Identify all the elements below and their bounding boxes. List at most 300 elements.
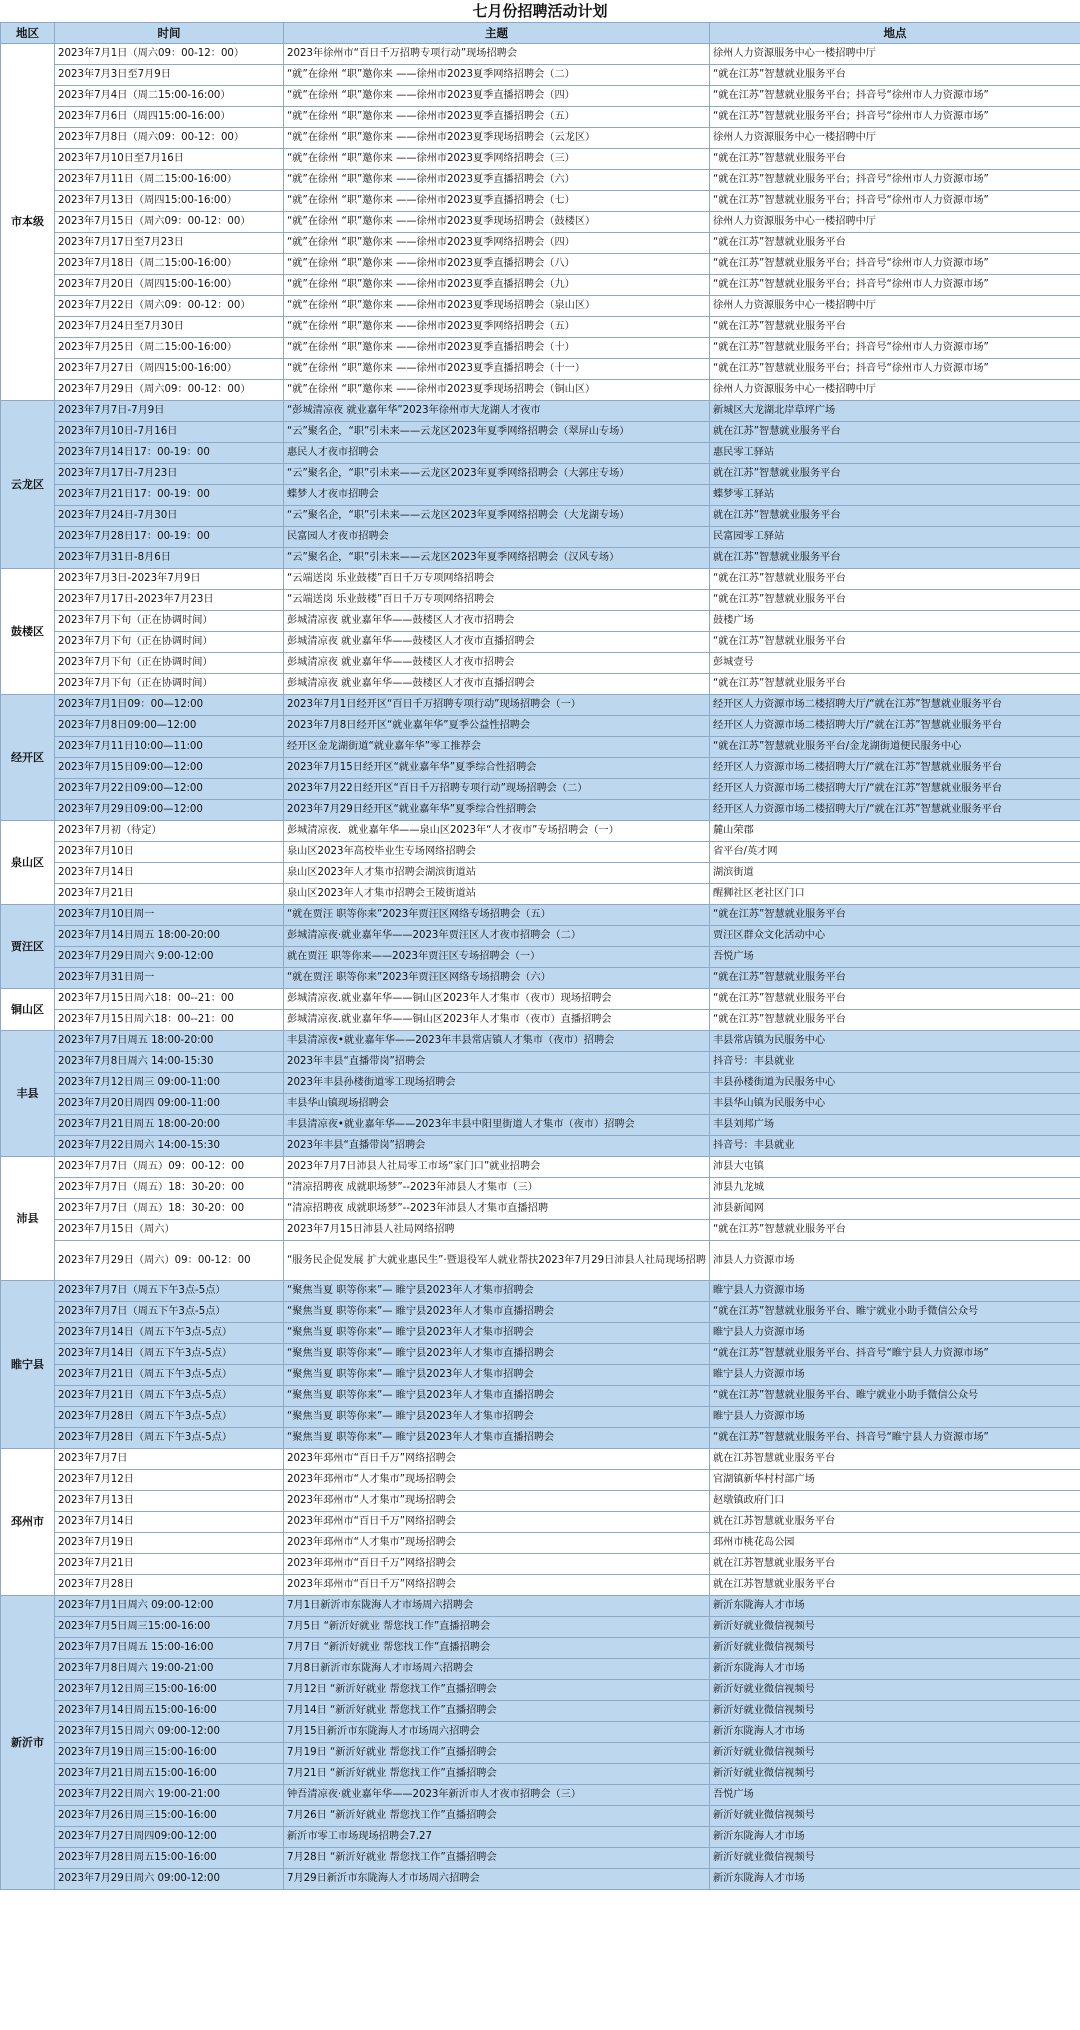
table-row	[1, 1659, 1080, 1680]
theme-cell: 2023年7月29日经开区“就业嘉年华”夏季综合性招聘会	[284, 800, 710, 821]
table-row	[1, 1302, 1080, 1323]
time-cell: 2023年7月28日周五15:00-16:00	[55, 1848, 284, 1869]
table-row	[1, 548, 1080, 569]
time-cell: 2023年7月28日17：00-19：00	[55, 527, 284, 548]
location-cell: 官湖镇新华村村部广场	[710, 1470, 1080, 1491]
time-cell: 2023年7月27日（周四15:00-16:00）	[55, 359, 284, 380]
time-cell: 2023年7月12日周三 09:00-11:00	[55, 1073, 284, 1094]
time-cell: 2023年7月18日（周二15:00-16:00）	[55, 254, 284, 275]
table-row	[1, 86, 1080, 107]
location-cell: 新沂好就业微信视频号	[710, 1806, 1080, 1827]
time-cell: 2023年7月12日	[55, 1470, 284, 1491]
region-cell: 新沂市	[1, 1596, 55, 1890]
time-cell: 2023年7月28日（周五下午3点-5点）	[55, 1407, 284, 1428]
theme-cell: “聚焦当夏 职等你来”— 睢宁县2023年人才集市直播招聘会	[284, 1386, 710, 1407]
theme-cell: 丰县华山镇现场招聘会	[284, 1094, 710, 1115]
location-cell: 睢宁县人力资源市场	[710, 1281, 1080, 1302]
table-row	[1, 1136, 1080, 1157]
time-cell: 2023年7月31日-8月6日	[55, 548, 284, 569]
time-cell: 2023年7月10日至7月16日	[55, 149, 284, 170]
location-cell: “就在江苏”智慧就业服务平台	[710, 1010, 1080, 1031]
time-cell: 2023年7月6日（周四15:00-16:00）	[55, 107, 284, 128]
table-row	[1, 1785, 1080, 1806]
location-cell: “就在江苏”智慧就业服务平台	[710, 65, 1080, 86]
location-cell: 吾悦广场	[710, 947, 1080, 968]
time-cell: 2023年7月7日（周五）18：30-20：00	[55, 1178, 284, 1199]
time-cell: 2023年7月下旬（正在协调时间）	[55, 611, 284, 632]
location-cell: 就在江苏智慧就业服务平台	[710, 1512, 1080, 1533]
time-cell: 2023年7月22日周六 14:00-15:30	[55, 1136, 284, 1157]
theme-cell: 彭城清凉夜 就业嘉年华——鼓楼区人才夜市招聘会	[284, 653, 710, 674]
theme-cell: 2023年邳州市“百日千万”网络招聘会	[284, 1575, 710, 1596]
theme-cell: 7月21日 “新沂好就业 帮您找工作”直播招聘会	[284, 1764, 710, 1785]
time-cell: 2023年7月1日09：00—12:00	[55, 695, 284, 716]
location-cell: 徐州人力资源服务中心一楼招聘中厅	[710, 296, 1080, 317]
region-cell: 鼓楼区	[1, 569, 55, 695]
time-cell: 2023年7月13日	[55, 1491, 284, 1512]
location-cell: “就在江苏”智慧就业服务平台、抖音号“睢宁县人力资源市场”	[710, 1428, 1080, 1449]
location-cell: “就在江苏”智慧就业服务平台	[710, 989, 1080, 1010]
theme-cell: 彭城清凉夜．就业嘉年华——泉山区2023年“人才夜市”专场招聘会（一）	[284, 821, 710, 842]
theme-cell: “就”在徐州 “职”邀你来 ——徐州市2023夏季网络招聘会（三）	[284, 149, 710, 170]
theme-cell: 2023年邳州市“百日千万”网络招聘会	[284, 1449, 710, 1470]
time-cell: 2023年7月1日周六 09:00-12:00	[55, 1596, 284, 1617]
time-cell: 2023年7月24日至7月30日	[55, 317, 284, 338]
location-cell: “就在江苏”智慧就业服务平台	[710, 569, 1080, 590]
theme-cell: “就在贾汪 职等你来”2023年贾汪区网络专场招聘会（六）	[284, 968, 710, 989]
table-row	[1, 653, 1080, 674]
time-cell: 2023年7月14日	[55, 1512, 284, 1533]
region-cell: 贾汪区	[1, 905, 55, 989]
location-cell: 徐州人力资源服务中心一楼招聘中厅	[710, 380, 1080, 401]
location-cell: 就在江苏智慧就业服务平台	[710, 1449, 1080, 1470]
table-row	[1, 821, 1080, 842]
table-row	[1, 1722, 1080, 1743]
theme-cell: 7月29日新沂市东陇海人才市场周六招聘会	[284, 1869, 710, 1890]
region-cell: 丰县	[1, 1031, 55, 1157]
table-row	[1, 338, 1080, 359]
location-cell: “就在江苏”智慧就业服务平台/金龙湖街道便民服务中心	[710, 737, 1080, 758]
theme-cell: 丰县清凉夜•就业嘉年华——2023年丰县常店镇人才集市（夜市）招聘会	[284, 1031, 710, 1052]
theme-cell: 彭城清凉夜.就业嘉年华——铜山区2023年人才集市（夜市）现场招聘会	[284, 989, 710, 1010]
table-row	[1, 1178, 1080, 1199]
theme-cell: “就”在徐州 “职”邀你来 ——徐州市2023夏季直播招聘会（四）	[284, 86, 710, 107]
location-cell: 就在江苏”智慧就业服务平台	[710, 464, 1080, 485]
table-row	[1, 1575, 1080, 1596]
theme-cell: 7月1日新沂市东陇海人才市场周六招聘会	[284, 1596, 710, 1617]
theme-cell: 2023年邳州市“人才集市”现场招聘会	[284, 1533, 710, 1554]
time-cell: 2023年7月7日-7月9日	[55, 401, 284, 422]
time-cell: 2023年7月15日09:00—12:00	[55, 758, 284, 779]
time-cell: 2023年7月28日	[55, 1575, 284, 1596]
location-cell: 新沂好就业微信视频号	[710, 1764, 1080, 1785]
region-cell: 云龙区	[1, 401, 55, 569]
location-cell: 彭城壹号	[710, 653, 1080, 674]
table-row	[1, 800, 1080, 821]
region-cell: 泉山区	[1, 821, 55, 905]
time-cell: 2023年7月8日周六 19:00-21:00	[55, 1659, 284, 1680]
time-cell: 2023年7月22日周六 19:00-21:00	[55, 1785, 284, 1806]
theme-cell: “聚焦当夏 职等你来”— 睢宁县2023年人才集市直播招聘会	[284, 1302, 710, 1323]
time-cell: 2023年7月24日-7月30日	[55, 506, 284, 527]
time-cell: 2023年7月14日17：00-19：00	[55, 443, 284, 464]
time-cell: 2023年7月25日（周二15:00-16:00）	[55, 338, 284, 359]
location-cell: 沛县人力资源市场	[710, 1241, 1080, 1281]
theme-cell: “就在贾汪 职等你来”2023年贾汪区网络专场招聘会（五）	[284, 905, 710, 926]
table-row	[1, 1241, 1080, 1281]
table-row	[1, 1344, 1080, 1365]
theme-cell: 2023年7月15日沛县人社局网络招聘	[284, 1220, 710, 1241]
theme-cell: 彭城清凉夜 就业嘉年华——鼓楼区人才夜市直播招聘会	[284, 674, 710, 695]
time-cell: 2023年7月29日09:00—12:00	[55, 800, 284, 821]
time-cell: 2023年7月22日（周六09：00-12：00）	[55, 296, 284, 317]
table-row	[1, 1199, 1080, 1220]
theme-cell: “就”在徐州 “职”邀你来 ——徐州市2023夏季网络招聘会（四）	[284, 233, 710, 254]
theme-cell: “云端送岗 乐业鼓楼”百日千万专项网络招聘会	[284, 569, 710, 590]
region-cell: 睢宁县	[1, 1281, 55, 1449]
table-row	[1, 1470, 1080, 1491]
time-cell: 2023年7月31日周一	[55, 968, 284, 989]
theme-cell: 彭城清凉夜 就业嘉年华——鼓楼区人才夜市招聘会	[284, 611, 710, 632]
location-cell: 赵墩镇政府门口	[710, 1491, 1080, 1512]
table-row	[1, 1491, 1080, 1512]
theme-cell: “就”在徐州 “职”邀你来 ——徐州市2023夏季直播招聘会（六）	[284, 170, 710, 191]
time-cell: 2023年7月21日周五 18:00-20:00	[55, 1115, 284, 1136]
table-row	[1, 1428, 1080, 1449]
location-cell: 经开区人力资源市场二楼招聘大厅/“就在江苏”智慧就业服务平台	[710, 758, 1080, 779]
location-cell: 就在江苏智慧就业服务平台	[710, 1554, 1080, 1575]
theme-cell: “就”在徐州 “职”邀你来 ——徐州市2023夏季直播招聘会（十一）	[284, 359, 710, 380]
theme-cell: “云”聚名企，“职”引未来——云龙区2023年夏季网络招聘会（汉风专场）	[284, 548, 710, 569]
table-row	[1, 149, 1080, 170]
theme-cell: “云端送岗 乐业鼓楼”百日千万专项网络招聘会	[284, 590, 710, 611]
header-time: 时间	[55, 23, 284, 44]
theme-cell: 民富园人才夜市招聘会	[284, 527, 710, 548]
theme-cell: 丰县清凉夜•就业嘉年华——2023年丰县中阳里街道人才集市（夜市）招聘会	[284, 1115, 710, 1136]
time-cell: 2023年7月17日-2023年7月23日	[55, 590, 284, 611]
table-row	[1, 1764, 1080, 1785]
location-cell: 邳州市桃花岛公园	[710, 1533, 1080, 1554]
location-cell: 丰县刘邦广场	[710, 1115, 1080, 1136]
location-cell: 醒狮社区老社区门口	[710, 884, 1080, 905]
time-cell: 2023年7月下旬（正在协调时间）	[55, 632, 284, 653]
table-row	[1, 989, 1080, 1010]
table-row	[1, 1386, 1080, 1407]
time-cell: 2023年7月下旬（正在协调时间）	[55, 653, 284, 674]
theme-cell: 就在贾汪 职等你来——2023年贾汪区专场招聘会（一）	[284, 947, 710, 968]
time-cell: 2023年7月7日周五 18:00-20:00	[55, 1031, 284, 1052]
region-cell: 市本级	[1, 44, 55, 401]
time-cell: 2023年7月14日周五 18:00-20:00	[55, 926, 284, 947]
theme-cell: “就”在徐州 “职”邀你来 ——徐州市2023夏季直播招聘会（十）	[284, 338, 710, 359]
table-row	[1, 611, 1080, 632]
location-cell: “就在江苏”智慧就业服务平台	[710, 590, 1080, 611]
time-cell: 2023年7月11日10:00—11:00	[55, 737, 284, 758]
table-row	[1, 1031, 1080, 1052]
table-row	[1, 1680, 1080, 1701]
table-row	[1, 422, 1080, 443]
time-cell: 2023年7月19日	[55, 1533, 284, 1554]
theme-cell: 彭城清凉夜.就业嘉年华——铜山区2023年人才集市（夜市）直播招聘会	[284, 1010, 710, 1031]
table-row	[1, 1806, 1080, 1827]
location-cell: “就在江苏”智慧就业服务平台；抖音号“徐州市人力资源市场”	[710, 191, 1080, 212]
time-cell: 2023年7月21日17：00-19：00	[55, 485, 284, 506]
location-cell: 新沂好就业微信视频号	[710, 1848, 1080, 1869]
theme-cell: “云”聚名企，“职”引未来——云龙区2023年夏季网络招聘会（翠屏山专场）	[284, 422, 710, 443]
time-cell: 2023年7月下旬（正在协调时间）	[55, 674, 284, 695]
theme-cell: 2023年邳州市“百日千万”网络招聘会	[284, 1554, 710, 1575]
table-row	[1, 1554, 1080, 1575]
theme-cell: “彭城清凉夜 就业嘉年华”2023年徐州市大龙湖人才夜市	[284, 401, 710, 422]
location-cell: 经开区人力资源市场二楼招聘大厅/“就在江苏”智慧就业服务平台	[710, 779, 1080, 800]
theme-cell: 泉山区2023年人才集市招聘会湖滨街道站	[284, 863, 710, 884]
location-cell: 徐州人力资源服务中心一楼招聘中厅	[710, 128, 1080, 149]
time-cell: 2023年7月7日（周五下午3点-5点）	[55, 1281, 284, 1302]
theme-cell: “就”在徐州 “职”邀你来 ——徐州市2023夏季直播招聘会（八）	[284, 254, 710, 275]
time-cell: 2023年7月1日（周六09：00-12：00）	[55, 44, 284, 65]
theme-cell: “就”在徐州 “职”邀你来 ——徐州市2023夏季现场招聘会（云龙区）	[284, 128, 710, 149]
location-cell: 新沂东陇海人才市场	[710, 1869, 1080, 1890]
table-row	[1, 926, 1080, 947]
table-row	[1, 1073, 1080, 1094]
time-cell: 2023年7月28日（周五下午3点-5点）	[55, 1428, 284, 1449]
location-cell: 新沂东陇海人才市场	[710, 1596, 1080, 1617]
location-cell: 睢宁县人力资源市场	[710, 1407, 1080, 1428]
location-cell: 就在江苏”智慧就业服务平台	[710, 506, 1080, 527]
location-cell: “就在江苏”智慧就业服务平台	[710, 632, 1080, 653]
table-row	[1, 65, 1080, 86]
theme-cell: 2023年7月15日经开区“就业嘉年华”夏季综合性招聘会	[284, 758, 710, 779]
table-row	[1, 1052, 1080, 1073]
theme-cell: 7月7日 “新沂好就业 帮您找工作”直播招聘会	[284, 1638, 710, 1659]
location-cell: 新沂好就业微信视频号	[710, 1701, 1080, 1722]
location-cell: 睢宁县人力资源市场	[710, 1365, 1080, 1386]
table-row	[1, 254, 1080, 275]
time-cell: 2023年7月13日（周四15:00-16:00）	[55, 191, 284, 212]
table-row	[1, 1365, 1080, 1386]
time-cell: 2023年7月15日周六18：00--21：00	[55, 989, 284, 1010]
time-cell: 2023年7月29日（周六09：00-12：00）	[55, 380, 284, 401]
location-cell: “就在江苏”智慧就业服务平台	[710, 1220, 1080, 1241]
location-cell: “就在江苏”智慧就业服务平台、睢宁就业小助手微信公众号	[710, 1302, 1080, 1323]
location-cell: “就在江苏”智慧就业服务平台；抖音号“徐州市人力资源市场”	[710, 254, 1080, 275]
location-cell: 新沂东陇海人才市场	[710, 1827, 1080, 1848]
table-row	[1, 884, 1080, 905]
location-cell: 沛县新闻网	[710, 1199, 1080, 1220]
table-row	[1, 485, 1080, 506]
time-cell: 2023年7月12日周三15:00-16:00	[55, 1680, 284, 1701]
time-cell: 2023年7月15日周六18：00--21：00	[55, 1010, 284, 1031]
table-row	[1, 443, 1080, 464]
region-cell: 邳州市	[1, 1449, 55, 1596]
theme-cell: “服务民企促发展 扩大就业惠民生”·暨退役军人就业帮扶2023年7月29日沛县人社局现场招聘	[284, 1241, 710, 1281]
theme-cell: “聚焦当夏 职等你来”— 睢宁县2023年人才集市直播招聘会	[284, 1344, 710, 1365]
theme-cell: 7月28日 “新沂好就业 帮您找工作”直播招聘会	[284, 1848, 710, 1869]
theme-cell: “就”在徐州 “职”邀你来 ——徐州市2023夏季网络招聘会（五）	[284, 317, 710, 338]
theme-cell: 2023年7月7日沛县人社局零工市场“家门口”就业招聘会	[284, 1157, 710, 1178]
location-cell: 新沂好就业微信视频号	[710, 1617, 1080, 1638]
theme-cell: “就”在徐州 “职”邀你来 ——徐州市2023夏季现场招聘会（泉山区）	[284, 296, 710, 317]
table-row	[1, 1617, 1080, 1638]
time-cell: 2023年7月3日-2023年7月9日	[55, 569, 284, 590]
table-row	[1, 401, 1080, 422]
time-cell: 2023年7月7日（周五下午3点-5点）	[55, 1302, 284, 1323]
location-cell: 经开区人力资源市场二楼招聘大厅/“就在江苏”智慧就业服务平台	[710, 716, 1080, 737]
time-cell: 2023年7月15日（周六09：00-12：00）	[55, 212, 284, 233]
location-cell: “就在江苏”智慧就业服务平台；抖音号“徐州市人力资源市场”	[710, 107, 1080, 128]
region-cell: 经开区	[1, 695, 55, 821]
theme-cell: “就”在徐州 “职”邀你来 ——徐州市2023夏季现场招聘会（铜山区）	[284, 380, 710, 401]
table-row	[1, 359, 1080, 380]
table-row	[1, 1848, 1080, 1869]
time-cell: 2023年7月14日	[55, 863, 284, 884]
location-cell: “就在江苏”智慧就业服务平台	[710, 674, 1080, 695]
location-cell: 新沂好就业微信视频号	[710, 1743, 1080, 1764]
theme-cell: “就”在徐州 “职”邀你来 ——徐州市2023夏季现场招聘会（鼓楼区）	[284, 212, 710, 233]
table-row	[1, 506, 1080, 527]
region-cell: 沛县	[1, 1157, 55, 1281]
theme-cell: “就”在徐州 “职”邀你来 ——徐州市2023夏季直播招聘会（九）	[284, 275, 710, 296]
location-cell: “就在江苏”智慧就业服务平台；抖音号“徐州市人力资源市场”	[710, 86, 1080, 107]
theme-cell: 2023年丰县孙楼街道零工现场招聘会	[284, 1073, 710, 1094]
theme-cell: “云”聚名企，“职”引未来——云龙区2023年夏季网络招聘会（大郭庄专场）	[284, 464, 710, 485]
location-cell: 就在江苏”智慧就业服务平台	[710, 422, 1080, 443]
document-title: 七月份招聘活动计划	[472, 2, 608, 20]
table-row	[1, 317, 1080, 338]
theme-cell: “就”在徐州 “职”邀你来 ——徐州市2023夏季直播招聘会（七）	[284, 191, 710, 212]
location-cell: 吾悦广场	[710, 1785, 1080, 1806]
location-cell: 湖滨街道	[710, 863, 1080, 884]
header-theme: 主题	[284, 23, 710, 44]
table-row	[1, 947, 1080, 968]
table-row	[1, 1407, 1080, 1428]
table-row	[1, 758, 1080, 779]
time-cell: 2023年7月29日（周六）09：00-12：00	[55, 1241, 284, 1281]
location-cell: “就在江苏”智慧就业服务平台	[710, 968, 1080, 989]
location-cell: 丰县孙楼街道为民服务中心	[710, 1073, 1080, 1094]
theme-cell: 2023年邳州市“人才集市”现场招聘会	[284, 1470, 710, 1491]
theme-cell: 2023年7月8日经开区“就业嘉年华”夏季公益性招聘会	[284, 716, 710, 737]
theme-cell: “聚焦当夏 职等你来”— 睢宁县2023年人才集市招聘会	[284, 1365, 710, 1386]
time-cell: 2023年7月29日周六 9:00-12:00	[55, 947, 284, 968]
theme-cell: 蝶梦人才夜市招聘会	[284, 485, 710, 506]
time-cell: 2023年7月21日周五15:00-16:00	[55, 1764, 284, 1785]
location-cell: “就在江苏”智慧就业服务平台；抖音号“徐州市人力资源市场”	[710, 338, 1080, 359]
location-cell: 麓山荣郡	[710, 821, 1080, 842]
table-row	[1, 1743, 1080, 1764]
theme-cell: “清凉招聘夜 成就职场梦”--2023年沛县人才集市直播招聘	[284, 1199, 710, 1220]
theme-cell: 惠民人才夜市招聘会	[284, 443, 710, 464]
table-row	[1, 212, 1080, 233]
table-row	[1, 1869, 1080, 1890]
theme-cell: 2023年徐州市“百日千万招聘专项行动”现场招聘会	[284, 44, 710, 65]
table-row	[1, 170, 1080, 191]
time-cell: 2023年7月7日	[55, 1449, 284, 1470]
table-header-row	[1, 23, 1080, 44]
table-row	[1, 1512, 1080, 1533]
time-cell: 2023年7月初（待定）	[55, 821, 284, 842]
location-cell: 就在江苏”智慧就业服务平台	[710, 548, 1080, 569]
time-cell: 2023年7月14日（周五下午3点-5点）	[55, 1344, 284, 1365]
table-row	[1, 1094, 1080, 1115]
table-row	[1, 1010, 1080, 1031]
table-row	[1, 779, 1080, 800]
theme-cell: 新沂市零工市场现场招聘会7.27	[284, 1827, 710, 1848]
location-cell: “就在江苏”智慧就业服务平台	[710, 905, 1080, 926]
table-row	[1, 464, 1080, 485]
location-cell: “就在江苏”智慧就业服务平台	[710, 317, 1080, 338]
location-cell: “就在江苏”智慧就业服务平台	[710, 233, 1080, 254]
time-cell: 2023年7月17日至7月23日	[55, 233, 284, 254]
table-row	[1, 1638, 1080, 1659]
theme-cell: “聚焦当夏 职等你来”— 睢宁县2023年人才集市招聘会	[284, 1407, 710, 1428]
table-row	[1, 527, 1080, 548]
table-row	[1, 1157, 1080, 1178]
time-cell: 2023年7月10日周一	[55, 905, 284, 926]
time-cell: 2023年7月3日至7月9日	[55, 65, 284, 86]
theme-cell: 7月15日新沂市东陇海人才市场周六招聘会	[284, 1722, 710, 1743]
header-location: 地点	[710, 23, 1080, 44]
theme-cell: “就”在徐州 “职”邀你来 ——徐州市2023夏季网络招聘会（二）	[284, 65, 710, 86]
location-cell: 经开区人力资源市场二楼招聘大厅/“就在江苏”智慧就业服务平台	[710, 695, 1080, 716]
table-row	[1, 695, 1080, 716]
table-row	[1, 128, 1080, 149]
theme-cell: 7月19日 “新沂好就业 帮您找工作”直播招聘会	[284, 1743, 710, 1764]
table-row	[1, 1115, 1080, 1136]
location-cell: “就在江苏”智慧就业服务平台；抖音号“徐州市人力资源市场”	[710, 275, 1080, 296]
location-cell: 民富园零工驿站	[710, 527, 1080, 548]
theme-cell: 7月26日 “新沂好就业 帮您找工作”直播招聘会	[284, 1806, 710, 1827]
location-cell: 鼓楼广场	[710, 611, 1080, 632]
table-row	[1, 233, 1080, 254]
time-cell: 2023年7月7日（周五）09：00-12：00	[55, 1157, 284, 1178]
table-row	[1, 1281, 1080, 1302]
time-cell: 2023年7月15日周六 09:00-12:00	[55, 1722, 284, 1743]
theme-cell: 经开区金龙湖街道“就业嘉年华”零工推荐会	[284, 737, 710, 758]
table-row	[1, 1449, 1080, 1470]
theme-cell: 泉山区2023年人才集市招聘会王陵街道站	[284, 884, 710, 905]
location-cell: 丰县华山镇为民服务中心	[710, 1094, 1080, 1115]
time-cell: 2023年7月21日	[55, 884, 284, 905]
theme-cell: 7月14日 “新沂好就业 帮您找工作”直播招聘会	[284, 1701, 710, 1722]
theme-cell: 彭城清凉夜·就业嘉年华——2023年贾汪区人才夜市招聘会（二）	[284, 926, 710, 947]
table-row	[1, 1533, 1080, 1554]
table-row	[1, 275, 1080, 296]
time-cell: 2023年7月8日（周六09：00-12：00）	[55, 128, 284, 149]
location-cell: 新沂好就业微信视频号	[710, 1680, 1080, 1701]
theme-cell: 2023年丰县“直播带岗”招聘会	[284, 1052, 710, 1073]
time-cell: 2023年7月5日周三15:00-16:00	[55, 1617, 284, 1638]
header-region: 地区	[1, 23, 55, 44]
location-cell: “就在江苏”智慧就业服务平台、抖音号“睢宁县人力资源市场”	[710, 1344, 1080, 1365]
time-cell: 2023年7月20日周四 09:00-11:00	[55, 1094, 284, 1115]
table-row	[1, 737, 1080, 758]
location-cell: 省平台/英才网	[710, 842, 1080, 863]
table-row	[1, 632, 1080, 653]
theme-cell: 2023年邳州市“人才集市”现场招聘会	[284, 1491, 710, 1512]
location-cell: 新沂东陇海人才市场	[710, 1659, 1080, 1680]
time-cell: 2023年7月7日（周五）18：30-20：00	[55, 1199, 284, 1220]
location-cell: 贾汪区群众文化活动中心	[710, 926, 1080, 947]
location-cell: “就在江苏”智慧就业服务平台；抖音号“徐州市人力资源市场”	[710, 359, 1080, 380]
location-cell: 经开区人力资源市场二楼招聘大厅/“就在江苏”智慧就业服务平台	[710, 800, 1080, 821]
table-row	[1, 590, 1080, 611]
time-cell: 2023年7月4日（周二15:00-16:00）	[55, 86, 284, 107]
theme-cell: “聚焦当夏 职等你来”— 睢宁县2023年人才集市招聘会	[284, 1281, 710, 1302]
time-cell: 2023年7月21日	[55, 1554, 284, 1575]
recruitment-schedule-table	[0, 22, 1080, 1890]
location-cell: 蝶梦零工驿站	[710, 485, 1080, 506]
